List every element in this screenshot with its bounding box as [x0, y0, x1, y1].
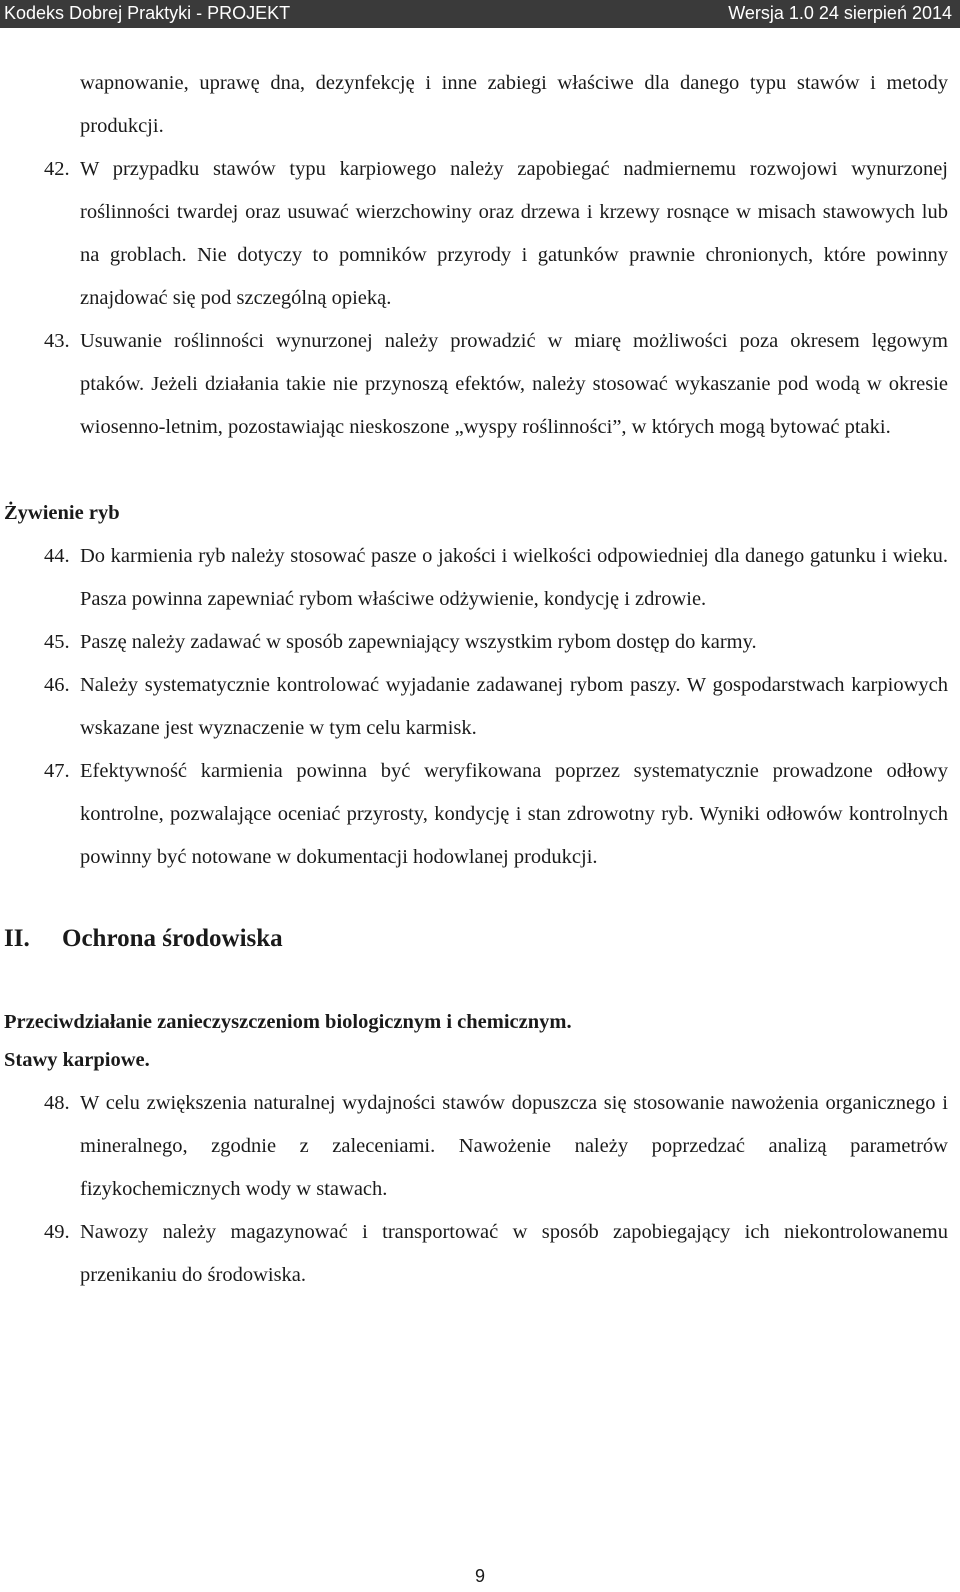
document-body [0, 62, 960, 1297]
section-heading-feeding: Żywienie ryb [4, 502, 120, 524]
item-text: Efektywność karmienia powinna być weryfikowana poprzez systematycznie prowadzone odłowy kontrolne, pozwalające oceniać przyrosty, kondycję i stan zdrowotny ryb. Wyniki odłowów kontrolnych powinny być notowane w dokumentacji hodowlanej produkcji. [80, 760, 948, 868]
chapter-number: II. [4, 925, 30, 952]
list-item-43 [0, 320, 960, 449]
item-text: Paszę należy zadawać w sposób zapewniający wszystkim rybom dostęp do karmy. [80, 631, 757, 653]
item-text: Nawozy należy magazynować i transportować w sposób zapobiegający ich niekontrolowanemu przenikaniu do środowiska. [80, 1221, 948, 1286]
item-number: 46. [44, 674, 70, 696]
item-text: Do karmienia ryb należy stosować pasze o jakości i wielkości odpowiedniej dla danego gatunku i wieku. Pasza powinna zapewniać rybom właściwe odżywienie, kondycję i zdrowie. [80, 545, 948, 610]
item-number: 49. [44, 1221, 70, 1243]
list-item-49 [0, 1211, 960, 1297]
page-number: 9 [474, 1566, 485, 1586]
item-number: 47. [44, 760, 70, 782]
list-item-42 [0, 148, 960, 320]
chapter-heading [0, 919, 960, 959]
item-text: Należy systematycznie kontrolować wyjadanie zadawanej rybom paszy. W gospodarstwach karpiowych wskazane jest wyznaczenie w tym celu karmisk. [80, 674, 948, 739]
item-number: 45. [44, 631, 70, 653]
item-text: W przypadku stawów typu karpiowego należy zapobiegać nadmiernemu rozwojowi wynurzonej roślinności twardej oraz usuwać wierzchowiny oraz drzewa i krzewy rosnące w misach stawowych lub na groblach. Nie dotyczy to pomników przyrody i gatunków prawnie chronionych, które powinny znajdować się pod szczególną opieką. [80, 158, 948, 309]
list-item-44 [0, 535, 960, 621]
list-item-46 [0, 664, 960, 750]
list-item-45 [0, 621, 960, 664]
subheading-contamination: Przeciwdziałanie zanieczyszczeniom biologicznym i chemicznym. [4, 1011, 572, 1033]
list-item-48 [0, 1082, 960, 1211]
header-version: Wersja 1.0 24 sierpień 2014 [728, 3, 952, 23]
item-number: 48. [44, 1092, 70, 1114]
chapter-title: Ochrona środowiska [62, 925, 283, 952]
continuation-paragraph: wapnowanie, uprawę dna, dezynfekcję i inne zabiegi właściwe dla danego typu stawów i metody produkcji. [80, 72, 948, 137]
item-text: Usuwanie roślinności wynurzonej należy prowadzić w miarę możliwości poza okresem lęgowym ptaków. Jeżeli działania takie nie przynoszą efektów, należy stosować wykaszanie pod wodą w okresie wiosenno-letnim, pozostawiając nieskoszone „wyspy roślinności”, w których mogą bytować ptaki. [80, 330, 948, 438]
item-number: 43. [44, 330, 70, 352]
subheading-carp-ponds: Stawy karpiowe. [4, 1049, 150, 1071]
item-number: 44. [44, 545, 70, 567]
header-title: Kodeks Dobrej Praktyki - PROJEKT [4, 3, 291, 23]
item-text: W celu zwiększenia naturalnej wydajności stawów dopuszcza się stosowanie nawożenia organicznego i mineralnego, zgodnie z zaleceniami. Nawożenie należy poprzedzać analizą parametrów fizykochemicznych wody w stawach. [80, 1092, 948, 1200]
page-header [0, 0, 960, 28]
item-number: 42. [44, 158, 70, 180]
list-item-47 [0, 750, 960, 879]
